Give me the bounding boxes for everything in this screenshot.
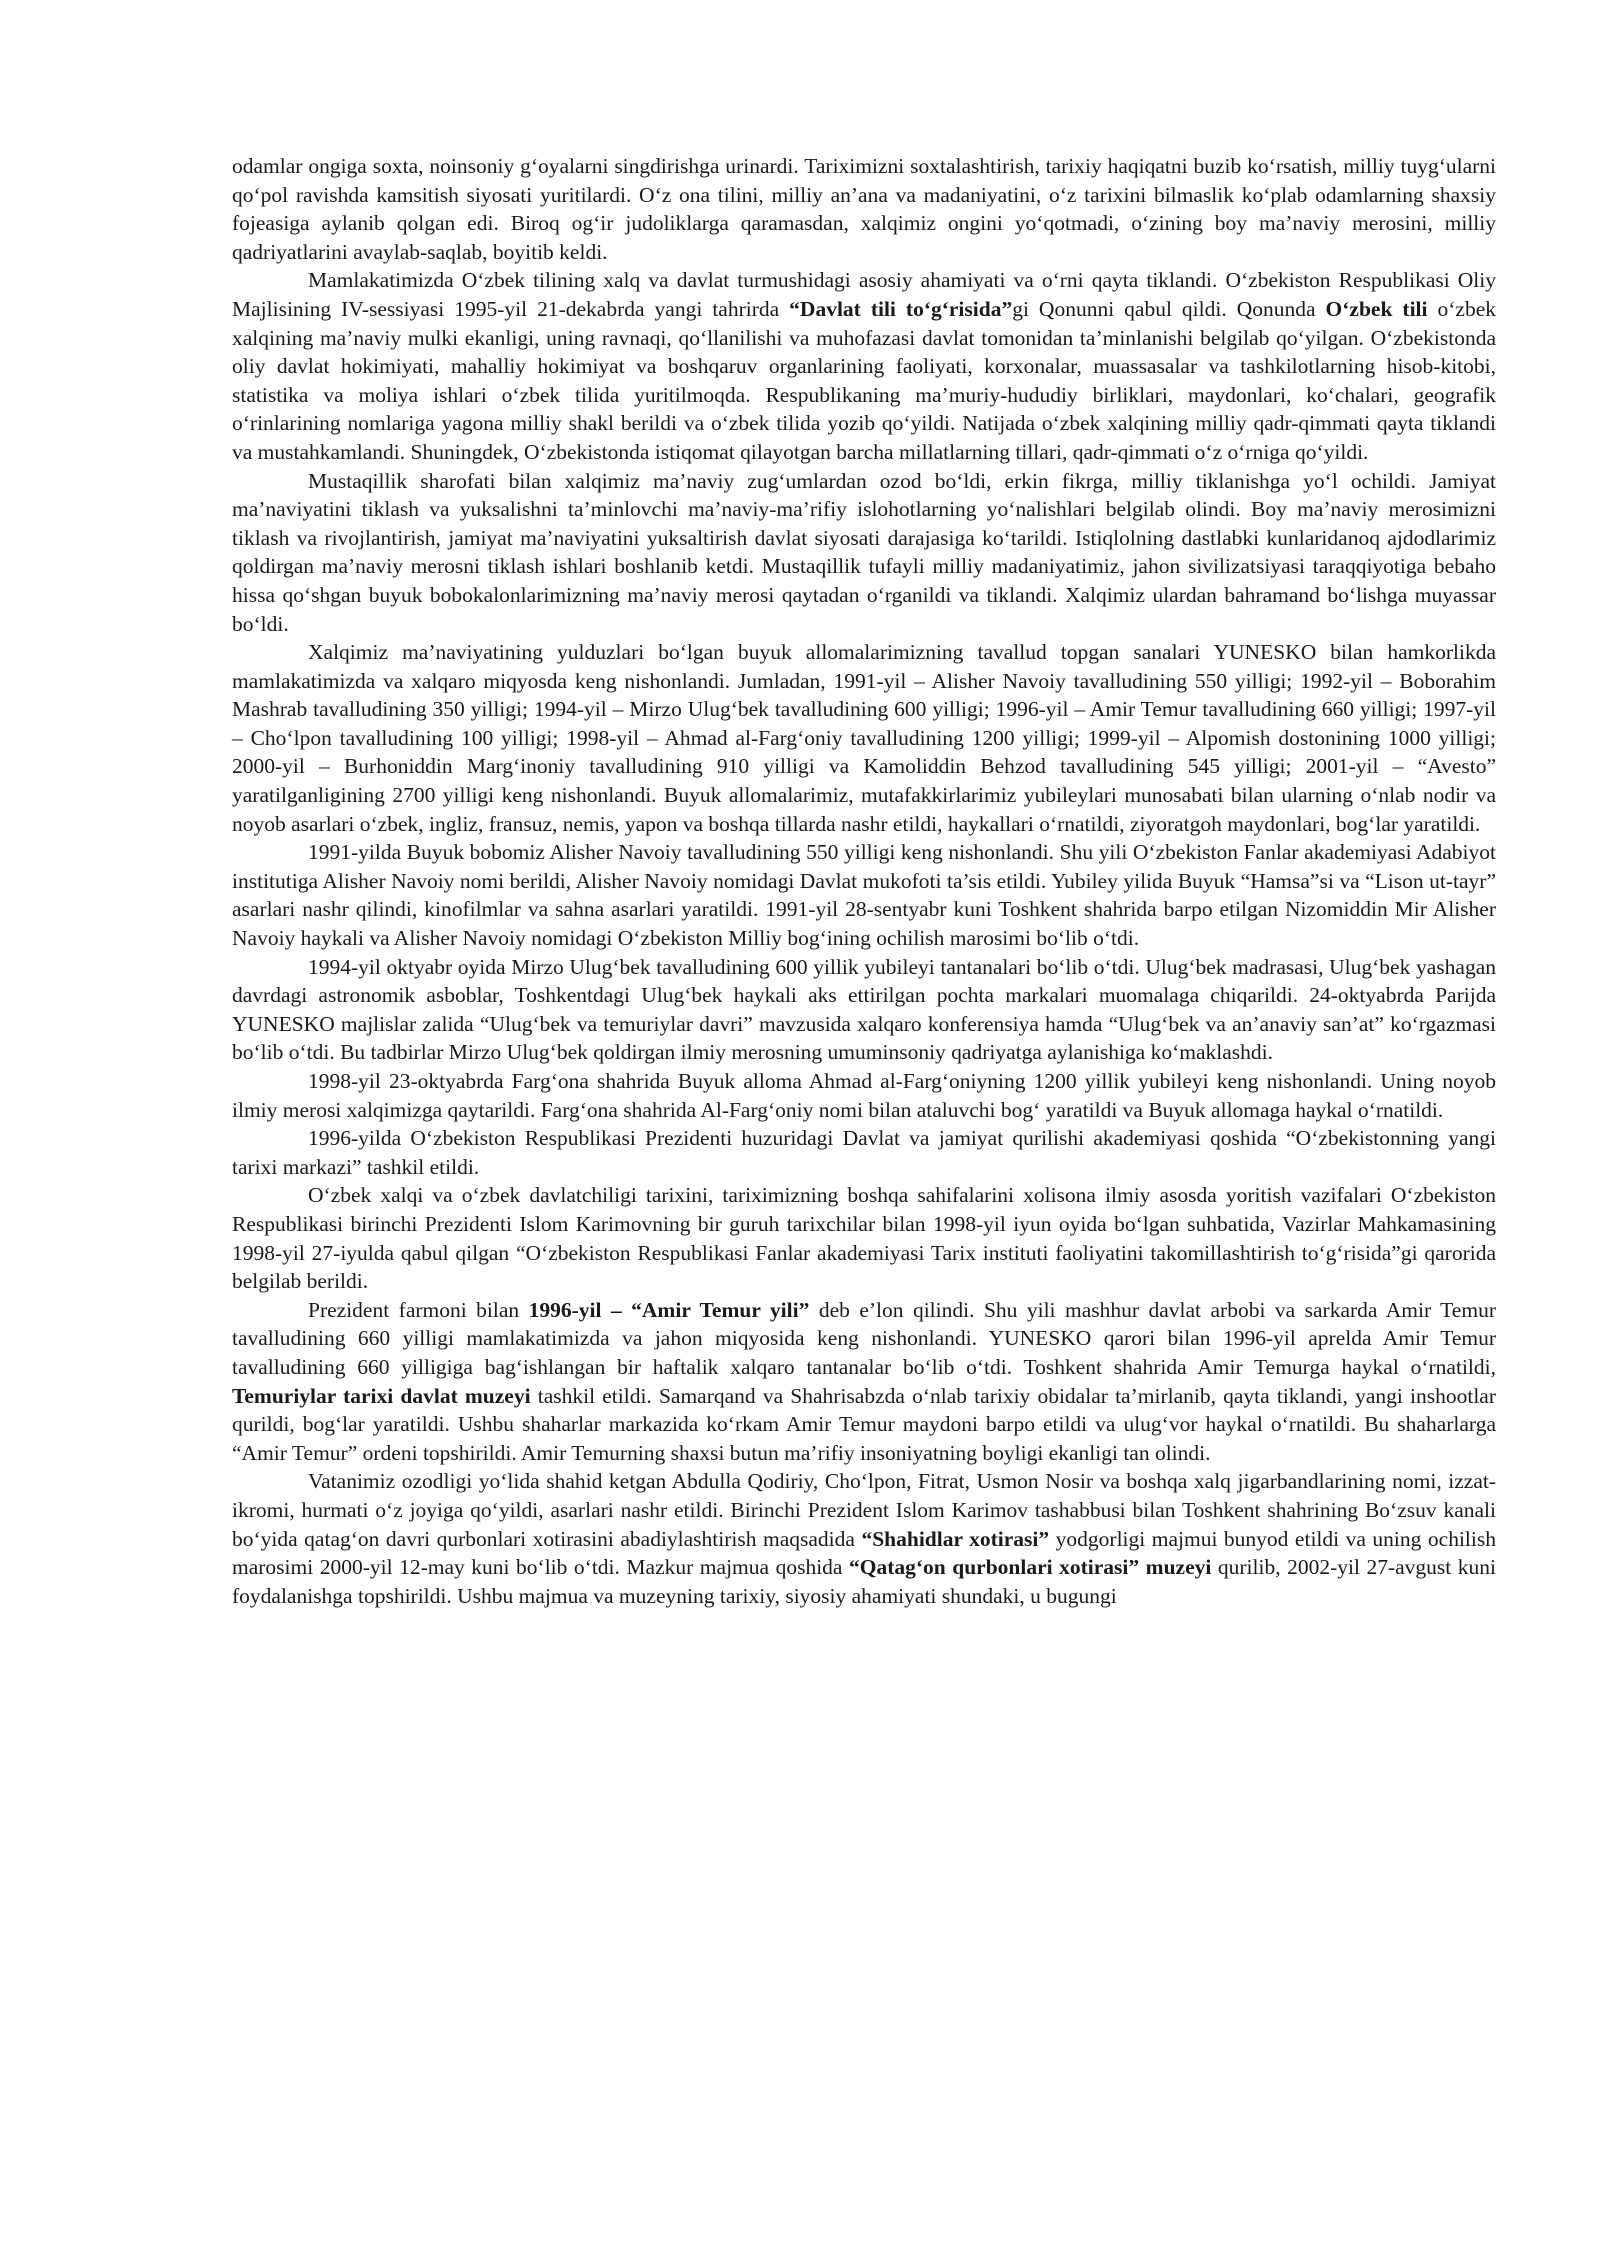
text-segment: deb e’lon qilindi. Shu yili mashhur davlat arbobi va sarkarda Amir Temur tavalludining 660 yilligi mamlakatimizda va jahon miqyosida keng nishonlandi. YUNESKO qarori bilan 1996-yil aprelda Amir Temur tavalludining 660 yilligiga bag‘ishlangan bir haftalik xalqaro tantanalar bo‘lib o‘tdi. Toshkent shahrida Amir Temurga haykal o‘rnatildi, — [232, 1297, 1496, 1379]
text-segment: Mamlakatimizda O‘zbek tilining xalq va davlat turmushidagi asosiy ahamiyati va o‘rni qayta tiklandi. O‘zbekiston Respublikasi Oliy Majlisining IV-sessiyasi 1995-yil 21-dekabrda yangi tahrirda — [232, 268, 1496, 321]
paragraph — [232, 266, 1496, 466]
paragraph — [232, 638, 1496, 838]
bold-text-segment: O‘zbek tili — [1325, 296, 1428, 321]
text-segment: Vatanimiz ozodligi yo‘lida shahid ketgan Abdulla Qodiriy, Cho‘lpon, Fitrat, Usmon Nosir va boshqa xalq jigarbandlarining nomi, izzat-ikromi, hurmati o‘z joyiga qo‘yildi, asarlari nashr etildi. Birinchi Prezident Islom Karimov tashabbusi bilan Toshkent shahrining Bo‘zsuv kanali bo‘yida qatag‘on davri qurbonlari xotirasini abadiylashtirish maqsadida — [232, 1469, 1496, 1551]
bold-text-segment: Temuriylar tarixi davlat muzeyi — [232, 1383, 531, 1408]
text-segment: 1991-yilda Buyuk bobomiz Alisher Navoiy tavalludining 550 yilligi keng nishonlandi. Shu yili O‘zbekiston Fanlar akademiyasi Adabiyot institutiga Alisher Navoiy nomi berildi, Alisher Navoiy nomidagi Davlat mukofoti ta’sis etildi. Yubiley yilida Buyuk “Hamsa”si va “Lison ut-tayr” asarlari nashr qilindi, kinofilmlar va sahna asarlari yaratildi. 1991-yil 28-sentyabr kuni Toshkent shahrida barpo etilgan Nizomiddin Mir Alisher Navoiy haykali va Alisher Navoiy nomidagi O‘zbekiston Milliy bog‘ining ochilish marosimi bo‘lib o‘tdi. — [232, 840, 1496, 951]
paragraph — [232, 467, 1496, 639]
text-segment: 1994-yil oktyabr oyida Mirzo Ulug‘bek tavalludining 600 yillik yubileyi tantanalari bo‘lib o‘tdi. Ulug‘bek madrasasi, Ulug‘bek yashagan davrdagi astronomik asboblar, Toshkentdagi Ulug‘bek haykali aks ettirilgan pochta markalari muomalaga chiqarildi. 24-oktyabrda Parijda YUNESKO majlislar zalida “Ulug‘bek va temuriylar davri” mavzusida xalqaro konferensiya hamda “Ulug‘bek va an’anaviy san’at” ko‘rgazmasi bo‘lib o‘tdi. Bu tadbirlar Mirzo Ulug‘bek qoldirgan ilmiy merosning umuminsoniy qadriyatga aylanishiga ko‘maklashdi. — [232, 954, 1496, 1065]
text-segment: tashkil etildi. Samarqand va Shahrisabzda o‘nlab tarixiy obidalar ta’mirlanib, qayta tiklandi, yangi inshootlar qurildi, bog‘lar yaratildi. Ushbu shaharlar markazida ko‘rkam Amir Temur maydoni barpo etildi va ulug‘vor haykal o‘rnatildi. Bu shaharlarga “Amir Temur” ordeni topshirildi. Amir Temurning shaxsi butun ma’rifiy insoniyatning boyligi ekanligi tan olindi. — [232, 1383, 1496, 1465]
paragraph — [232, 953, 1496, 1067]
paragraph — [232, 152, 1496, 266]
text-segment: Prezident farmoni bilan — [308, 1297, 529, 1322]
text-segment: gi Qonunni qabul qildi. Qonunda — [1012, 296, 1326, 321]
paragraph — [232, 1467, 1496, 1610]
text-segment: o‘zbek xalqining ma’naviy mulki ekanligi, uning ravnaqi, qo‘llanilishi va muhofazasi davlat tomonidan ta’minlanishi belgilab qo‘yilgan. O‘zbekistonda oliy davlat hokimiyati, mahalliy hokimiyat va boshqaruv organlarining faoliyati, korxonalar, muassasalar va tashkilotlarning hisob-kitobi, statistika va moliya ishlari o‘zbek tilida yuritilmoqda. Respublikaning ma’muriy-hududiy birliklari, maydonlari, ko‘chalari, geografik o‘rinlarining nomlariga yagona milliy shakl berildi va o‘zbek tilida yozib qo‘yildi. Natijada o‘zbek xalqining milliy qadr-qimmati qayta tiklandi va mustahkamlandi. Shuningdek, O‘zbekistonda istiqomat qilayotgan barcha millatlarning tillari, qadr-qimmati o‘z o‘rniga qo‘yildi. — [232, 296, 1497, 464]
text-segment: 1996-yilda O‘zbekiston Respublikasi Prezidenti huzuridagi Davlat va jamiyat qurilishi akademiyasi qoshida “O‘zbekistonning yangi tarixi markazi” tashkil etildi. — [232, 1126, 1496, 1179]
bold-text-segment: “Qatag‘on qurbonlari xotirasi” muzeyi — [848, 1555, 1212, 1580]
text-segment: Mustaqillik sharofati bilan xalqimiz ma’naviy zug‘umlardan ozod bo‘ldi, erkin fikrga, milliy tiklanishga yo‘l ochildi. Jamiyat ma’naviyatini tiklash va yuksalishni ta’minlovchi ma’naviy-ma’rifiy islohotlarning yo‘nalishlari belgilab olindi. Boy ma’naviy merosimizni tiklash va rivojlantirish, jamiyat ma’naviyatini yuksaltirish davlat siyosati darajasiga ko‘tarildi. Istiqlolning dastlabki kunlaridanoq ajdodlarimiz qoldirgan ma’naviy merosni tiklash ishlari boshlanib ketdi. Mustaqillik tufayli milliy madaniyatimiz, jahon sivilizatsiyasi taraqqiyotiga bebaho hissa qo‘shgan buyuk bobokalonlarimizning ma’naviy merosi qaytadan o‘rganildi va tiklandi. Xalqimiz ulardan bahramand bo‘lishga muyassar bo‘ldi. — [232, 468, 1496, 636]
text-segment: 1998-yil 23-oktyabrda Farg‘ona shahrida Buyuk alloma Ahmad al-Farg‘oniyning 1200 yillik yubileyi keng nishonlandi. Uning noyob ilmiy merosi xalqimizga qaytarildi. Farg‘ona shahrida Al-Farg‘oniy nomi bilan ataluvchi bog‘ yaratildi va Buyuk allomaga haykal o‘rnatildi. — [232, 1069, 1496, 1122]
paragraph — [232, 1181, 1496, 1295]
text-segment: yodgorligi majmui bunyod etildi va uning ochilish marosimi 2000-yil 12-may kuni bo‘lib o‘tdi. Mazkur majmua qoshida — [232, 1526, 1496, 1580]
text-segment: Xalqimiz ma’naviyatining yulduzlari bo‘lgan buyuk allomalarimizning tavallud topgan sanalari YUNESKO bilan hamkorlikda mamlakatimizda va xalqaro miqyosda keng nishonlandi. Jumladan, 1991-yil – Alisher Navoiy tavalludining 550 yilligi; 1992-yil – Boborahim Mashrab tavalludining 350 yilligi; 1994-yil – Mirzo Ulug‘bek tavalludining 600 yilligi; 1996-yil – Amir Temur tavalludining 660 yilligi; 1997-yil – Cho‘lpon tavalludining 100 yilligi; 1998-yil – Ahmad al-Farg‘oniy tavalludining 1200 yilligi; 1999-yil – Alpomish dostonining 1000 yilligi; 2000-yil – Burhoniddin Marg‘inoniy tavalludining 910 yilligi va Kamoliddin Behzod tavalludining 545 yilligi; 2001-yil – “Avesto” yaratilganligining 2700 yilligi keng nishonlandi. Buyuk allomalarimiz, mutafakkirlarimiz yubileylari munosabati bilan ularning o‘nlab nodir va noyob asarlari o‘zbek, ingliz, fransuz, nemis, yapon va boshqa tillarda nashr etildi, haykallari o‘rnatildi, ziyoratgoh maydonlari, bog‘lar yaratildi. — [232, 640, 1496, 836]
text-segment: O‘zbek xalqi va o‘zbek davlatchiligi tarixini, tariximizning boshqa sahifalarini xolisona ilmiy asosda yoritish vazifalari O‘zbekiston Respublikasi birinchi Prezidenti Islom Karimovning bir guruh tarixchilar bilan 1998-yil iyun oyida bo‘lgan suhbatida, Vazirlar Mahkamasining 1998-yil 27-iyulda qabul qilgan “O‘zbekiston Respublikasi Fanlar akademiyasi Tarix instituti faoliyatini takomillashtirish to‘g‘risida”gi qarorida belgilab berildi. — [232, 1183, 1496, 1294]
paragraph — [232, 1124, 1496, 1181]
paragraph — [232, 1296, 1496, 1468]
text-segment: qurilib, 2002-yil 27-avgust kuni foydalanishga topshirildi. Ushbu majmua va muzeyning tarixiy, siyosiy ahamiyati shundaki, u bugungi — [232, 1555, 1496, 1608]
paragraph — [232, 1067, 1496, 1124]
bold-text-segment: “Shahidlar xotirasi” — [861, 1526, 1050, 1551]
paragraph — [232, 838, 1496, 952]
bold-text-segment: “Davlat tili to‘g‘risida” — [789, 296, 1013, 321]
text-segment: odamlar ongiga soxta, noinsoniy g‘oyalarni singdirishga urinardi. Tariximizni soxtalashtirish, tarixiy haqiqatni buzib ko‘rsatish, milliy tuyg‘ularni qo‘pol ravishda kamsitish siyosati yuritilardi. O‘z ona tilini, milliy an’ana va madaniyatini, o‘z tarixini bilmaslik ko‘plab odamlarning shaxsiy fojeasiga aylanib qolgan edi. Biroq og‘ir judoliklarga qaramasdan, xalqimiz ongini yo‘qotmadi, o‘zining boy ma’naviy merosini, milliy qadriyatlarini avaylab-saqlab, boyitib keldi. — [232, 154, 1496, 264]
bold-text-segment: 1996-yil – “Amir Temur yili” — [528, 1297, 810, 1322]
document-page — [232, 152, 1496, 1610]
